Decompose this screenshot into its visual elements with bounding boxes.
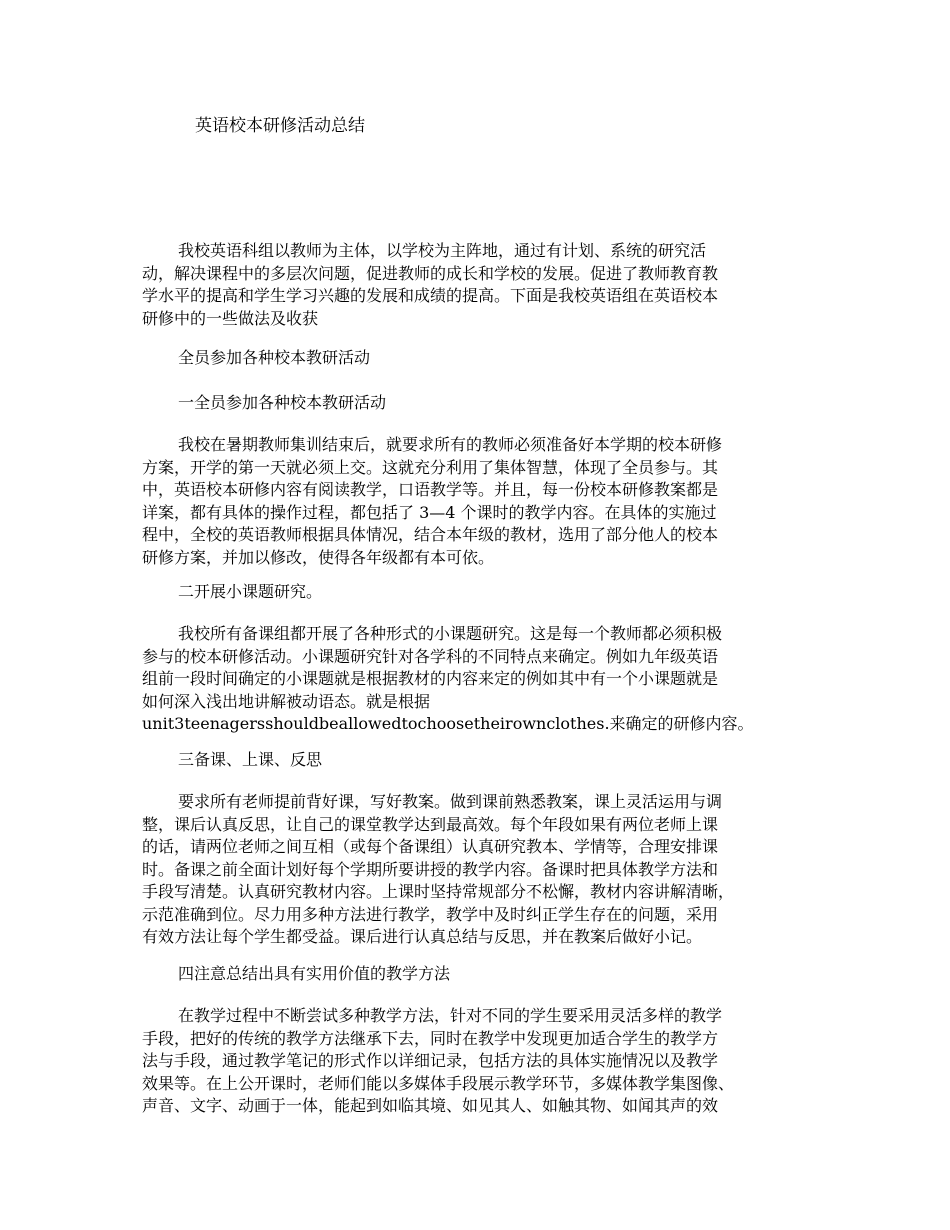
- section-1-line-4: 详案，都有具体的操作过程，都包括了 3—4 个课时的教学内容。在具体的实施过: [142, 502, 717, 522]
- section-3-line-3: 的话，请两位老师之间互相（或每个备课组）认真研究教本、学情等，合理安排课: [142, 837, 719, 856]
- section-heading-2: 二开展小课题研究。: [178, 582, 323, 601]
- intro-line-2: 动，解决课程中的多层次问题，促进教师的成长和学校的发展。促进了教师教育教: [142, 263, 719, 283]
- section-4-line-3: 法与手段，通过教学笔记的形式作以详细记录，包括方法的具体实施情况以及教学: [142, 1051, 719, 1070]
- intro-paragraph: [142, 240, 818, 330]
- section-4-line-2: 手段，把好的传统的教学方法继承下去，同时在教学中发现更加适合学生的教学方: [142, 1028, 719, 1048]
- section-2-line-3: 组前一段时间确定的小课题就是根据教材的内容来定的例如其中有一个小课题就是: [142, 669, 719, 688]
- section-1-line-5: 程中，全校的英语教师根据具体情况，结合本年级的教材，选用了部分他人的校本: [142, 525, 719, 544]
- section-2-line-5: unit3teenagersshouldbeallowedtochoosetheirownclothes.来确定的研修内容。: [142, 714, 754, 733]
- section-4-line-5: 声音、文字、动画于一体，能起到如临其境、如见其人、如触其物、如闻其声的效: [142, 1096, 719, 1115]
- section-3-line-5: 手段写清楚。认真研究教材内容。上课时坚持常规部分不松懈，教材内容讲解清晰，: [142, 882, 735, 901]
- intro-line-3: 学水平的提高和学生学习兴趣的发展和成绩的提高。下面是我校英语组在英语校本: [142, 286, 719, 305]
- section-1-line-1: 我校在暑期教师集训结束后，就要求所有的教师必须准备好本学期的校本研修: [178, 435, 723, 454]
- intro-line-1: 我校英语科组以教师为主体，以学校为主阵地，通过有计划、系统的研究活: [178, 241, 707, 260]
- section-3-line-2: 整，课后认真反思，让自己的课堂教学达到最高效。每个年段如果有两位老师上课: [142, 814, 719, 834]
- section-2-paragraph: [142, 623, 818, 736]
- section-3-line-4: 时。备课之前全面计划好每个学期所要讲授的教学内容。备课时把具体教学方法和: [142, 859, 719, 879]
- section-4-paragraph: [142, 1005, 818, 1118]
- section-heading-3: 三备课、上课、反思: [178, 750, 323, 769]
- section-heading-4: 四注意总结出具有实用价值的教学方法: [178, 964, 451, 983]
- section-2-line-2: 参与的校本研修活动。小课题研究针对各学科的不同特点来确定。例如九年级英语: [142, 646, 719, 666]
- intro-line-4: 研修中的一些做法及收获: [142, 308, 319, 328]
- section-heading-1: 一全员参加各种校本教研活动: [178, 393, 387, 412]
- section-1-line-3: 中，英语校本研修内容有阅读教学，口语教学等。并且，每一份校本研修教案都是: [142, 480, 719, 499]
- section-2-line-1: 我校所有备课组都开展了各种形式的小课题研究。这是每一个教师都必须积极: [178, 624, 723, 643]
- document-title: 英语校本研修活动总结: [195, 116, 365, 136]
- section-1-line-2: 方案，开学的第一天就必须上交。这就充分利用了集体智慧，体现了全员参与。其: [142, 457, 719, 477]
- section-4-line-1: 在教学过程中不断尝试多种教学方法，针对不同的学生要采用灵活多样的教学: [178, 1006, 723, 1025]
- section-1-paragraph: [142, 434, 818, 569]
- section-3-line-1: 要求所有老师提前背好课，写好教案。做到课前熟悉教案，课上灵活运用与调: [178, 792, 723, 811]
- section-3-paragraph: [142, 791, 818, 949]
- section-3-line-6: 示范准确到位。尽力用多种方法进行教学，教学中及时纠正学生存在的问题，采用: [142, 904, 719, 924]
- section-3-line-7: 有效方法让每个学生都受益。课后进行认真总结与反思，并在教案后做好小记。: [142, 927, 703, 946]
- section-1-line-6: 研修方案，并加以修改，使得各年级都有本可依。: [142, 547, 495, 567]
- section-heading-0: 全员参加各种校本教研活动: [178, 348, 371, 367]
- section-2-line-4: 如何深入浅出地讲解被动语态。就是根据: [142, 691, 431, 711]
- section-4-line-4: 效果等。在上公开课时，老师们能以多媒体手段展示教学环节，多媒体教学集图像、: [142, 1073, 735, 1093]
